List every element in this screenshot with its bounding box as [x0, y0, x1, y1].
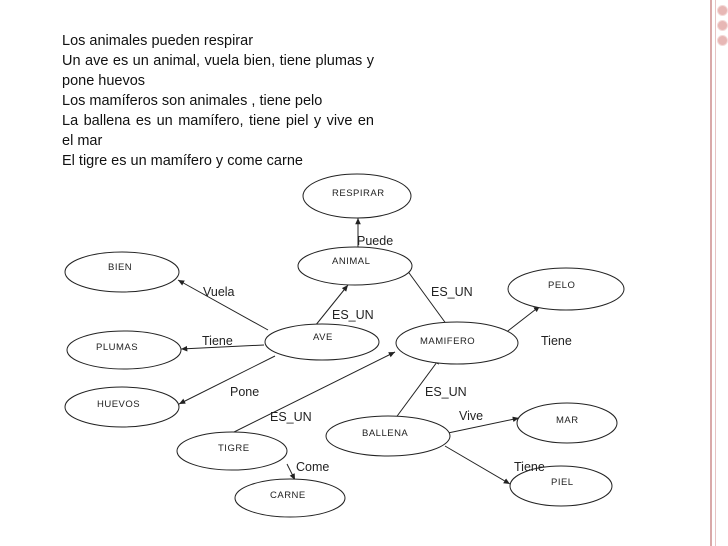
edge-label-mamifero-es-un: ES_UN	[431, 285, 473, 299]
edge-label-tiene-pelo: Tiene	[541, 334, 572, 348]
node-label-respirar: RESPIRAR	[332, 188, 385, 199]
statement-4: La ballena es un mamífero, tiene piel y vive en el mar	[62, 113, 374, 149]
node-label-bien: BIEN	[108, 262, 133, 273]
edge-label-vuela: Vuela	[203, 285, 235, 299]
node-label-mamifero: MAMIFERO	[420, 336, 476, 347]
edge-ave-huevos	[179, 356, 275, 404]
edge-label-tigre-es-un: ES_UN	[270, 410, 312, 424]
node-label-carne: CARNE	[270, 490, 306, 501]
node-label-huevos: HUEVOS	[97, 399, 141, 410]
edge-label-ballena-es-un: ES_UN	[425, 385, 467, 399]
node-label-tigre: TIGRE	[218, 443, 250, 454]
node-label-plumas: PLUMAS	[96, 342, 139, 353]
node-label-mar: MAR	[556, 415, 579, 426]
node-label-piel: PIEL	[551, 477, 574, 488]
edge-label-ave-es-un: ES_UN	[332, 308, 374, 322]
node-label-ave: AVE	[313, 332, 333, 343]
statement-3: Los mamíferos son animales , tiene pelo	[62, 93, 323, 109]
node-label-animal: ANIMAL	[332, 256, 371, 267]
statement-5: El tigre es un mamífero y come carne	[62, 153, 303, 169]
edge-tigre-carne	[287, 464, 295, 480]
edge-label-pone: Pone	[230, 385, 260, 399]
edge-ballena-piel	[445, 446, 510, 484]
edge-label-vive: Vive	[459, 409, 484, 423]
edge-label-tiene-piel: Tiene	[514, 460, 545, 474]
statement-1: Los animales pueden respirar	[62, 33, 254, 49]
edge-mamifero-pelo	[504, 306, 540, 334]
edge-label-puede: Puede	[357, 234, 394, 248]
edge-label-come: Come	[296, 460, 330, 474]
node-label-pelo: PELO	[548, 280, 576, 291]
statement-2: Un ave es un animal, vuela bien, tiene plumas y pone huevos	[62, 53, 374, 89]
node-label-ballena: BALLENA	[362, 428, 409, 439]
edge-label-tiene-plumas: Tiene	[202, 334, 233, 348]
